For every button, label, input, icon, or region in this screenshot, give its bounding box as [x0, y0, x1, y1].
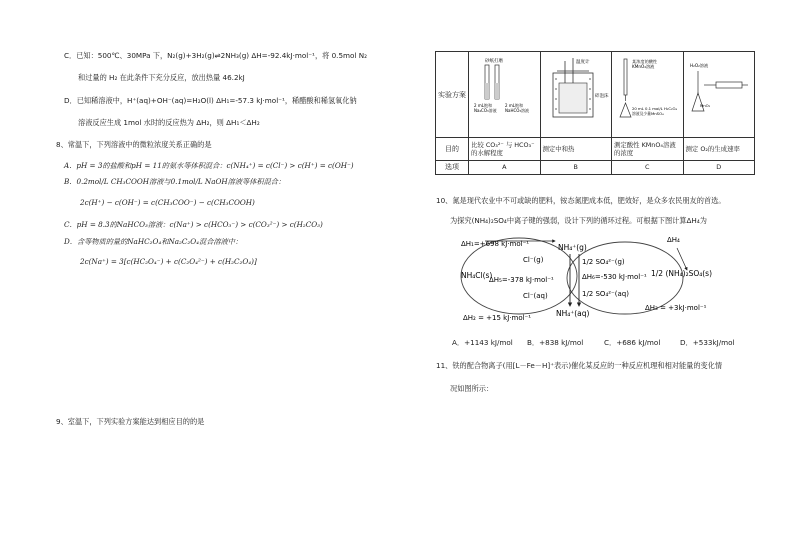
svg-text:20 mL 0.1 mol/L H₂C₂O₄: 20 mL 0.1 mol/L H₂C₂O₄ [632, 105, 678, 111]
q11-line2: 况如图所示： [450, 384, 494, 393]
svg-text:砂纸打磨: 砂纸打磨 [485, 58, 504, 64]
q10-option-c: C．+686 kJ/mol [604, 338, 661, 347]
svg-text:MnO₂: MnO₂ [699, 102, 710, 108]
purpose-a: 比较 CO₃²⁻ 与 HCO₃⁻的水解程度 [469, 138, 541, 160]
q10-line2: 为探究(NH₄)₂SO₄中离子键的强弱，设计下列的循环过程。可根据下图计算ΔH₄为 [450, 216, 707, 225]
cl-aq-label: Cl⁻(aq) [523, 292, 548, 300]
svg-text:Na₂CO₃溶液: Na₂CO₃溶液 [474, 107, 497, 113]
purpose-b: 测定中和热 [540, 138, 612, 160]
svg-text:2 mL饱和: 2 mL饱和 [505, 102, 524, 108]
svg-text:NaHCO₃溶液: NaHCO₃溶液 [505, 107, 530, 113]
titration-apparatus-icon [614, 55, 692, 133]
svg-text:KMnO₄溶液: KMnO₄溶液 [632, 63, 655, 69]
svg-text:H₂O₂溶液: H₂O₂溶液 [689, 62, 708, 68]
q7-option-c-line2: 和过量的 H₂ 在此条件下充分反应，放出热量 46.2kJ [78, 73, 245, 82]
half-so4-aq-label: 1/2 SO₄²⁻(aq) [582, 290, 629, 298]
option-a: A [469, 160, 541, 174]
cell-experiment-c [612, 52, 684, 138]
purpose-d: 测定 O₂的生成速率 [683, 138, 755, 160]
option-b: B [540, 160, 612, 174]
test-tubes-apparatus-icon [471, 55, 537, 133]
dh4-label: ΔH₄ [667, 236, 680, 244]
dh2-label: ΔH₂ = +15 kJ·mol⁻¹ [463, 314, 532, 322]
dh5-label: ΔH₅=-378 kJ·mol⁻¹ [489, 276, 554, 284]
q7-option-d-line1: D．已知稀溶液中，H⁺(aq)+OH⁻(aq)=H₂O(l) ΔH₁=-57.3 kJ·mol⁻¹，稀醋酸和稀氢氧化钠 [64, 96, 357, 105]
q11-line1: 11、铁的配合物离子(用[L－Fe－H]⁺表示)催化某反应的一种反应机理和相对能量的变化情 [436, 361, 723, 370]
nh4-aq-label: NH₄⁺(aq) [556, 309, 590, 318]
q10-option-b: B．+838 kJ/mol [527, 338, 584, 347]
row-label-experiment: 实验方案 [436, 52, 469, 138]
option-d: D [683, 160, 755, 174]
cl-gas-label: Cl⁻(g) [523, 256, 544, 264]
q8-option-c: C．pH = 8.3的NaHCO₃溶液：c(Na⁺) > c(HCO₃⁻) > c(CO₃²⁻) > c(H₂CO₃) [64, 220, 323, 229]
nh4cl-solid-label: NH₄Cl(s) [461, 271, 493, 280]
q8-stem: 8、常温下，下列溶液中的微粒浓度关系正确的是 [56, 140, 212, 149]
dh3-label: ΔH₃ = +3kJ·mol⁻¹ [645, 304, 707, 312]
row-label-purpose: 目的 [436, 138, 469, 160]
q8-option-b: B．0.2mol/L CH₃COOH溶液与0.1mol/L NaOH溶液等体积混合： [64, 177, 286, 186]
q8-option-a: A．pH = 3的盐酸和pH = 11的氨水等体积混合：c(NH₄⁺) = c(Cl⁻) > c(H⁺) = c(OH⁻) [64, 161, 354, 170]
q8-option-d: D．含等物质的量的NaHC₂O₄和Na₂C₂O₄混合溶液中： [64, 237, 243, 246]
option-c: C [612, 160, 684, 174]
born-haber-cycle-diagram [455, 232, 735, 324]
q10-line1: 10、氮是现代农业中不可或缺的肥料，铵态氮肥成本低，肥效好，是众多农民朋友的首选。 [436, 196, 726, 205]
svg-text:2 mL饱和: 2 mL饱和 [474, 102, 493, 108]
svg-text:温度计: 温度计 [575, 59, 590, 65]
half-so4-gas-label: 1/2 SO₄²⁻(g) [582, 258, 625, 266]
q8-option-d-equation: 2c(Na⁺) = 3[c(HC₂O₄⁻) + c(C₂O₄²⁻) + c(H₂C₂O₄)] [80, 257, 257, 266]
gas-syringe-apparatus-icon [686, 55, 752, 133]
svg-text:某浓度的酸性: 某浓度的酸性 [632, 58, 658, 64]
q8-option-b-equation: 2c(H⁺) − c(OH⁻) = c(CH₃COO⁻) − c(CH₃COOH) [80, 198, 255, 207]
q10-option-a: A．+1143 kJ/mol [452, 338, 513, 347]
svg-text:碎泡沫: 碎泡沫 [594, 93, 609, 99]
row-label-option: 选项 [436, 160, 469, 174]
svg-text:溶液及少量MnSO₄: 溶液及少量MnSO₄ [632, 110, 664, 116]
purpose-c: 测定酸性 KMnO₄溶液的浓度 [612, 138, 684, 160]
calorimeter-icon [543, 55, 609, 133]
cell-experiment-b [540, 52, 612, 138]
nh4-gas-label: NH₄⁺(g) [558, 243, 587, 252]
q9-stem: 9、室温下，下列实验方案能达到相应目的的是 [56, 417, 205, 426]
cell-experiment-d [683, 52, 755, 138]
experiment-table [435, 51, 755, 175]
half-nh42so4-solid-label: 1/2 (NH₄)₂SO₄(s) [651, 269, 712, 278]
q7-option-d-line2: 溶液反应生成 1mol 水时的反应热为 ΔH₂，则 ΔH₁＜ΔH₂ [78, 118, 260, 127]
q7-option-c-line1: C．已知：500℃、30MPa 下，N₂(g)+3H₂(g)⇌2NH₃(g) ΔH=-92.4kJ·mol⁻¹，将 0.5mol N₂ [64, 51, 367, 60]
dh1-label: ΔH₁=+698 kJ·mol⁻¹ [461, 240, 530, 248]
cell-experiment-a [469, 52, 541, 138]
dh6-label: ΔH₆=-530 kJ·mol⁻¹ [582, 273, 647, 281]
q10-option-d: D．+533kJ/mol [680, 338, 735, 347]
